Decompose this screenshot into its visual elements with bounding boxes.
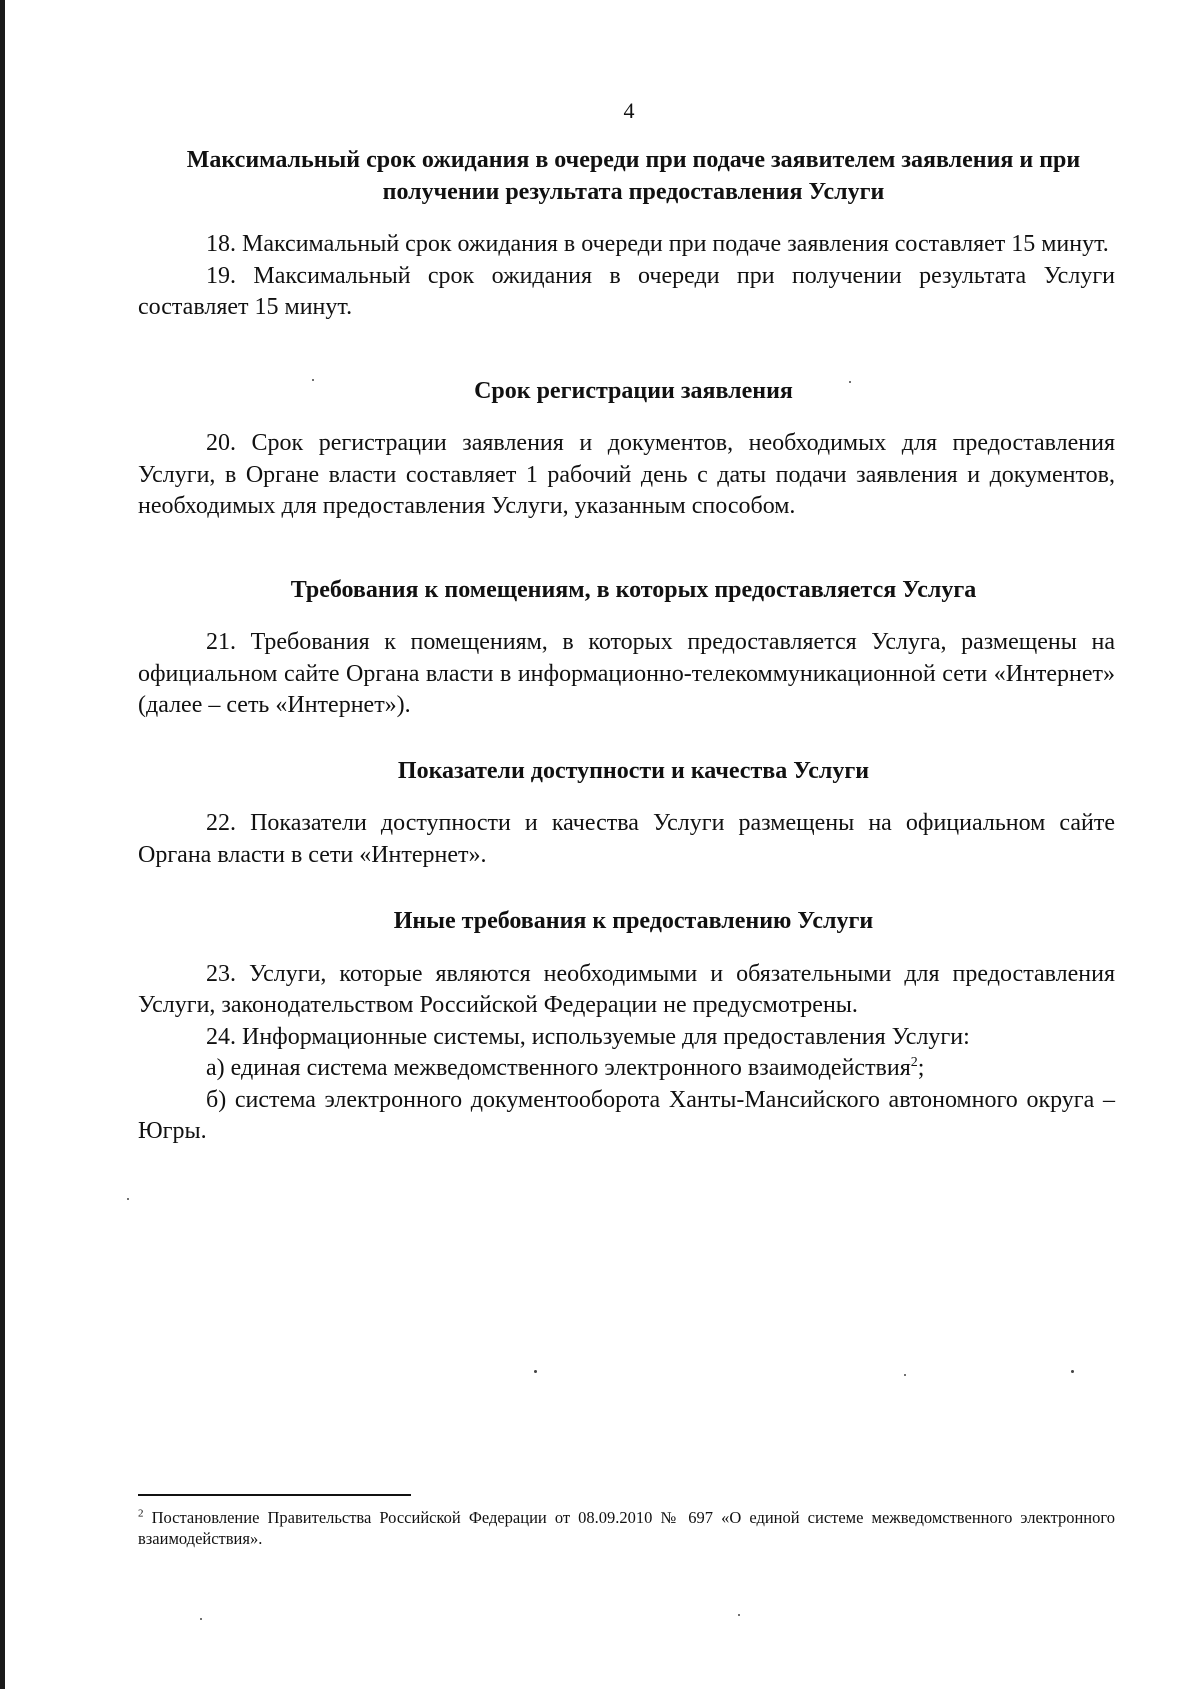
paragraph-18: 18. Максимальный срок ожидания в очереди при подаче заявления составляет 15 минут. bbox=[206, 231, 1109, 257]
paragraph-21: 21. Требования к помещениям, в которых предоставляется Услуга, размещены на официальном сайте Органа власти в информационно-телекоммуникационной сети «Интернет» (далее – сеть «Интернет»). bbox=[138, 629, 1115, 718]
footnote-reference[interactable]: 2 bbox=[910, 1055, 918, 1070]
footnote-separator bbox=[138, 1494, 411, 1496]
section-heading-premises: Требования к помещениям, в которых предоставляется Услуга bbox=[290, 576, 977, 603]
scan-speck bbox=[738, 1614, 740, 1616]
paragraph-19: 19. Максимальный срок ожидания в очереди при получении результата Услуги составляет 15 минут. bbox=[138, 262, 1115, 320]
paragraph-24a bbox=[138, 1053, 1115, 1085]
section-heading-queue-time: Максимальный срок ожидания в очереди при подаче заявителем заявления и при получении результата предоставления Услуги bbox=[186, 147, 1081, 205]
document-body bbox=[138, 145, 1115, 1148]
paragraph-22: 22. Показатели доступности и качества Услуги размещены на официальном сайте Органа власти в сети «Интернет». bbox=[138, 810, 1115, 868]
scan-speck bbox=[534, 1370, 537, 1373]
paragraph-24: 24. Информационные системы, используемые для предоставления Услуги: bbox=[206, 1023, 970, 1050]
paragraph-24a-end: ; bbox=[917, 1055, 925, 1081]
scan-left-edge bbox=[0, 0, 5, 1689]
section-heading-other-requirements: Иные требования к предоставлению Услуги bbox=[393, 908, 874, 934]
scan-speck bbox=[904, 1374, 906, 1376]
footnote bbox=[138, 1507, 1115, 1549]
scan-speck bbox=[849, 381, 851, 383]
paragraph-24a-text: а) единая система межведомственного электронного взаимодействия bbox=[206, 1055, 911, 1081]
scan-speck bbox=[312, 379, 314, 381]
page-number: 4 bbox=[623, 98, 635, 123]
scan-speck bbox=[200, 1618, 202, 1620]
section-heading-quality: Показатели доступности и качества Услуги bbox=[397, 757, 870, 784]
paragraph-20: 20. Срок регистрации заявления и документов, необходимых для предоставления Услуги, в Органе власти составляет 1 рабочий день с даты подачи заявления и документов, необходимых для предоставления Услуги, указанным способом. bbox=[138, 430, 1115, 519]
section-heading-registration: Срок регистрации заявления bbox=[474, 377, 793, 404]
footnote-text: Постановление Правительства Российской Федерации от 08.09.2010 № 697 «О единой системе межведомственного электронного взаимодействия». bbox=[138, 1508, 1115, 1548]
paragraph-23: 23. Услуги, которые являются необходимыми и обязательными для предоставления Услуги, законодательством Российской Федерации не предусмотрены. bbox=[138, 960, 1115, 1018]
footnote-marker: 2 bbox=[138, 1507, 144, 1520]
scan-speck bbox=[1071, 1370, 1074, 1373]
paragraph-24b: б) система электронного документооборота Ханты-Мансийского автономного округа – Югры. bbox=[138, 1086, 1115, 1144]
scan-speck bbox=[127, 1198, 129, 1200]
